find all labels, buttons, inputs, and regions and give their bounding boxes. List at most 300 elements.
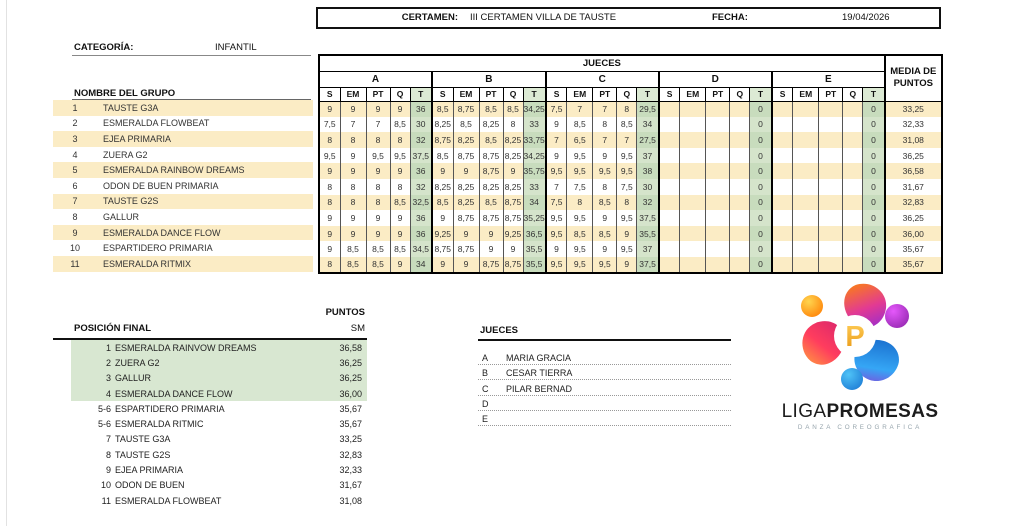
media-cell: 31,08	[885, 132, 942, 148]
score-cell	[793, 117, 819, 133]
total-cell: 33	[523, 117, 546, 133]
score-cell	[819, 195, 843, 211]
score-cell: 8,25	[432, 117, 453, 133]
total-cell: 0	[750, 241, 772, 257]
score-cell: 9	[546, 241, 567, 257]
score-cell: 8,75	[453, 148, 479, 164]
total-cell: 27,5	[637, 132, 659, 148]
score-cell: 8,25	[432, 179, 453, 195]
score-cell	[706, 148, 730, 164]
score-cell	[793, 210, 819, 226]
total-cell: 0	[750, 195, 772, 211]
score-cell	[659, 195, 680, 211]
score-cell	[730, 210, 750, 226]
score-cell	[659, 163, 680, 179]
score-cell: 8,25	[503, 148, 523, 164]
standing-row	[71, 401, 367, 416]
standing-position: 9	[105, 465, 111, 476]
total-cell: 33,75	[523, 132, 546, 148]
score-cell	[819, 148, 843, 164]
group-number: 5	[72, 165, 78, 176]
score-row	[319, 163, 942, 179]
score-cell	[793, 179, 819, 195]
score-cell	[706, 257, 730, 273]
spreadsheet-edge-line	[6, 0, 7, 526]
score-cell: 9	[366, 101, 390, 117]
judge-row	[478, 396, 731, 411]
standing-points: 36,25	[339, 357, 362, 368]
logo-dot-blue	[841, 368, 863, 390]
score-cell: 8,75	[432, 132, 453, 148]
score-cell: 9,25	[503, 226, 523, 242]
subcol-header: PT	[366, 87, 390, 101]
score-cell: 9	[340, 101, 366, 117]
score-cell: 9,25	[432, 226, 453, 242]
score-cell: 8,5	[390, 117, 410, 133]
score-cell: 9	[319, 163, 340, 179]
judge-letter-header: E	[772, 71, 885, 87]
total-cell: 35,5	[637, 226, 659, 242]
score-cell: 8,5	[593, 226, 617, 242]
logo-dot-purple	[885, 304, 909, 328]
standing-position: 1	[105, 342, 111, 353]
subcol-header: EM	[680, 87, 706, 101]
score-cell: 7	[567, 101, 593, 117]
score-cell: 9,5	[366, 148, 390, 164]
subcol-header: EM	[340, 87, 366, 101]
standing-position: 4	[105, 388, 111, 399]
group-number: 11	[70, 258, 80, 269]
total-cell: 37,5	[410, 148, 432, 164]
score-cell	[772, 241, 793, 257]
group-name: ESMERALDA RAINBOW DREAMS	[103, 165, 245, 176]
total-cell: 37	[637, 148, 659, 164]
score-cell: 9	[340, 148, 366, 164]
score-cell: 9,5	[567, 241, 593, 257]
standing-position: 3	[105, 373, 111, 384]
score-cell	[843, 257, 863, 273]
group-number: 8	[72, 211, 78, 222]
score-cell	[659, 101, 680, 117]
score-cell: 8	[319, 132, 340, 148]
total-cell: 29,5	[637, 101, 659, 117]
standing-position: 7	[105, 434, 111, 445]
total-cell: 37,5	[637, 257, 659, 273]
categoria-underline	[72, 55, 311, 56]
score-cell: 9	[432, 163, 453, 179]
score-cell: 9	[593, 241, 617, 257]
media-cell: 36,25	[885, 148, 942, 164]
subcol-header: PT	[706, 87, 730, 101]
standing-points: 33,25	[339, 434, 362, 445]
score-cell	[772, 163, 793, 179]
score-cell: 8	[567, 195, 593, 211]
nombre-del-grupo-header: NOMBRE DEL GRUPO	[74, 88, 176, 99]
scores-table	[318, 54, 943, 274]
score-cell: 8,75	[479, 163, 503, 179]
group-number: 9	[72, 227, 78, 238]
subcol-header: PT	[819, 87, 843, 101]
group-number: 7	[72, 196, 78, 207]
total-cell: 36,5	[523, 226, 546, 242]
score-cell	[706, 195, 730, 211]
score-cell	[706, 226, 730, 242]
score-row	[319, 101, 942, 117]
score-cell: 7,5	[546, 101, 567, 117]
total-cell: 0	[863, 226, 885, 242]
judge-row	[478, 411, 731, 426]
score-cell: 7,5	[567, 179, 593, 195]
score-cell: 9	[340, 210, 366, 226]
score-cell: 9	[432, 257, 453, 273]
standing-points: 32,33	[339, 465, 362, 476]
score-cell: 9,5	[546, 210, 567, 226]
logo-monogram: P	[845, 321, 865, 353]
score-cell: 9,5	[390, 148, 410, 164]
media-cell: 36,00	[885, 226, 942, 242]
group-row	[53, 162, 313, 178]
subcol-header: S	[319, 87, 340, 101]
score-cell	[819, 226, 843, 242]
posicion-final-label: POSICIÓN FINAL	[74, 323, 152, 334]
fecha-label: FECHA:	[712, 12, 748, 23]
group-number: 1	[72, 102, 78, 113]
judge-name: PILAR BERNAD	[506, 383, 573, 394]
score-cell: 9	[453, 257, 479, 273]
score-cell: 8	[319, 257, 340, 273]
group-row	[53, 240, 313, 256]
standing-points: 31,67	[339, 480, 362, 491]
total-cell: 35,75	[523, 163, 546, 179]
standing-name: EJEA PRIMARIA	[115, 465, 184, 476]
score-cell: 9	[479, 226, 503, 242]
score-cell	[819, 101, 843, 117]
score-cell: 8,5	[432, 101, 453, 117]
judge-letter: D	[482, 398, 489, 409]
group-row	[53, 256, 313, 272]
subcol-header: Q	[390, 87, 410, 101]
score-cell: 7	[617, 132, 637, 148]
judge-name: CESAR TIERRA	[506, 368, 573, 379]
total-cell: 37	[637, 241, 659, 257]
score-row	[319, 117, 942, 133]
subcol-header: PT	[593, 87, 617, 101]
media-cell: 33,25	[885, 101, 942, 117]
score-cell: 8	[390, 132, 410, 148]
total-cell: 32	[637, 195, 659, 211]
score-cell	[772, 195, 793, 211]
standing-points: 36,25	[339, 373, 362, 384]
score-cell	[680, 148, 706, 164]
total-cell: 0	[750, 226, 772, 242]
score-cell	[706, 101, 730, 117]
score-cell	[819, 117, 843, 133]
score-cell: 9	[340, 226, 366, 242]
total-cell: 0	[863, 257, 885, 273]
score-cell: 9,5	[617, 210, 637, 226]
score-cell: 9,5	[567, 257, 593, 273]
group-number: 3	[72, 133, 78, 144]
score-cell: 8,5	[432, 148, 453, 164]
score-cell: 9	[390, 226, 410, 242]
media-header: MEDIA DE PUNTOS	[885, 55, 942, 101]
score-cell	[819, 132, 843, 148]
score-cell: 7	[546, 132, 567, 148]
standing-name: TAUSTE G3A	[115, 434, 171, 445]
score-cell: 8	[390, 179, 410, 195]
score-cell: 8,5	[479, 195, 503, 211]
jueces-span-header: JUECES	[319, 55, 885, 71]
media-cell: 36,25	[885, 210, 942, 226]
logo-mark-icon	[770, 283, 950, 395]
score-cell	[706, 117, 730, 133]
standing-row	[71, 432, 367, 447]
group-number: 2	[72, 118, 78, 129]
jueces-underline	[478, 339, 731, 341]
categoria-value: INFANTIL	[215, 42, 257, 53]
score-cell: 8,75	[503, 195, 523, 211]
score-cell: 8,25	[503, 132, 523, 148]
judge-letter-header: A	[319, 71, 432, 87]
score-cell: 8,5	[390, 195, 410, 211]
certamen-box	[316, 7, 941, 29]
score-cell: 8,25	[503, 179, 523, 195]
standing-points: 35,67	[339, 419, 362, 430]
score-cell: 9,5	[546, 163, 567, 179]
score-cell: 8,25	[479, 179, 503, 195]
score-cell	[843, 101, 863, 117]
score-cell: 7	[340, 117, 366, 133]
score-cell: 6,5	[567, 132, 593, 148]
score-cell: 7,5	[546, 195, 567, 211]
score-cell	[772, 179, 793, 195]
score-cell: 9	[617, 257, 637, 273]
standing-points: 36,00	[339, 388, 362, 399]
score-cell: 8,75	[453, 101, 479, 117]
standing-position: 2	[105, 357, 111, 368]
standing-name: TAUSTE G2S	[115, 449, 171, 460]
score-cell	[843, 241, 863, 257]
judge-letter-header: C	[546, 71, 659, 87]
score-cell: 7,5	[319, 117, 340, 133]
media-cell: 35,67	[885, 241, 942, 257]
score-cell: 8	[593, 179, 617, 195]
score-cell: 9	[432, 210, 453, 226]
standing-name: ESMERALDA FLOWBEAT	[115, 495, 222, 506]
score-cell: 8,5	[366, 257, 390, 273]
score-cell	[680, 132, 706, 148]
score-cell	[730, 117, 750, 133]
score-cell: 7	[593, 101, 617, 117]
score-cell: 9,5	[617, 241, 637, 257]
score-cell: 7	[593, 132, 617, 148]
subcol-header: S	[432, 87, 453, 101]
judge-letter: E	[482, 413, 489, 424]
total-cell: 36	[410, 101, 432, 117]
fecha-value: 19/04/2026	[842, 12, 890, 23]
group-row	[53, 225, 313, 241]
score-cell	[659, 132, 680, 148]
score-row	[319, 195, 942, 211]
standing-row	[71, 478, 367, 493]
total-cell: 0	[863, 163, 885, 179]
total-cell: 36	[410, 163, 432, 179]
group-number: 6	[72, 180, 78, 191]
total-cell: 0	[750, 117, 772, 133]
score-row	[319, 132, 942, 148]
score-cell: 8,75	[503, 257, 523, 273]
total-cell: 0	[750, 163, 772, 179]
total-cell: 0	[750, 132, 772, 148]
score-cell	[730, 179, 750, 195]
score-cell: 8,25	[453, 195, 479, 211]
total-cell: 32	[410, 179, 432, 195]
score-cell	[793, 257, 819, 273]
total-cell: 0	[750, 210, 772, 226]
standing-name: GALLUR	[115, 373, 152, 384]
score-cell	[659, 210, 680, 226]
score-cell	[772, 210, 793, 226]
score-cell: 9,5	[567, 163, 593, 179]
standing-row	[71, 493, 367, 508]
group-name: TAUSTE G2S	[103, 196, 159, 207]
subcol-header: EM	[453, 87, 479, 101]
score-cell: 9	[366, 163, 390, 179]
score-cell	[843, 195, 863, 211]
score-cell	[843, 117, 863, 133]
score-cell	[659, 179, 680, 195]
score-cell	[843, 148, 863, 164]
score-cell	[680, 226, 706, 242]
group-name: ESMERALDA DANCE FLOW	[103, 227, 221, 238]
total-cell: 0	[863, 132, 885, 148]
score-cell	[706, 210, 730, 226]
subcol-header: T	[863, 87, 885, 101]
subcol-header: S	[772, 87, 793, 101]
standing-name: ESMERALDA DANCE FLOW	[115, 388, 233, 399]
score-cell: 7,5	[617, 179, 637, 195]
judge-name: MARIA GRACIA	[506, 353, 572, 364]
total-cell: 35,25	[523, 210, 546, 226]
standing-name: ESMERALDA RITMIC	[115, 419, 204, 430]
score-cell: 9	[390, 257, 410, 273]
total-cell: 35,5	[523, 241, 546, 257]
score-row	[319, 210, 942, 226]
standing-points: 32,83	[339, 449, 362, 460]
score-cell: 9	[617, 226, 637, 242]
logo-text	[770, 402, 950, 421]
total-cell: 0	[863, 148, 885, 164]
score-cell: 9	[479, 241, 503, 257]
group-number: 10	[69, 243, 80, 254]
score-cell: 8,25	[453, 132, 479, 148]
logo-liga-text: LIGA	[781, 401, 827, 422]
group-name: ESMERALDA RITMIX	[103, 258, 192, 269]
certamen-value: III CERTAMEN VILLA DE TAUSTE	[470, 12, 617, 23]
score-cell: 9	[503, 163, 523, 179]
score-cell	[680, 101, 706, 117]
total-cell: 0	[750, 257, 772, 273]
score-cell: 8	[319, 179, 340, 195]
standing-row	[71, 462, 367, 477]
group-row	[53, 178, 313, 194]
score-cell: 8,75	[453, 210, 479, 226]
score-cell	[772, 101, 793, 117]
score-cell	[680, 179, 706, 195]
total-cell: 34	[523, 195, 546, 211]
group-name: ODON DE BUEN PRIMARIA	[103, 180, 219, 191]
group-name: TAUSTE G3A	[103, 102, 159, 113]
total-cell: 0	[863, 101, 885, 117]
score-cell: 9	[366, 226, 390, 242]
standing-points: 35,67	[339, 403, 362, 414]
score-cell	[843, 179, 863, 195]
score-cell: 8,5	[479, 132, 503, 148]
score-cell: 9	[546, 148, 567, 164]
subcol-header: Q	[730, 87, 750, 101]
score-cell: 8	[617, 101, 637, 117]
score-row	[319, 148, 942, 164]
score-cell: 8,5	[366, 241, 390, 257]
total-cell: 0	[750, 148, 772, 164]
score-cell: 8,5	[593, 195, 617, 211]
score-row	[319, 179, 942, 195]
score-cell	[730, 226, 750, 242]
judge-letter: A	[482, 353, 489, 364]
score-cell	[680, 257, 706, 273]
score-cell: 8,75	[432, 241, 453, 257]
score-cell: 8	[366, 179, 390, 195]
categoria-label: CATEGORÍA:	[74, 42, 134, 53]
liga-promesas-logo	[770, 283, 950, 431]
score-cell	[730, 195, 750, 211]
total-cell: 34,25	[523, 148, 546, 164]
puntos-label: PUNTOS	[325, 307, 365, 318]
judge-letter: B	[482, 368, 489, 379]
score-cell	[680, 241, 706, 257]
score-cell: 8,5	[432, 195, 453, 211]
score-cell: 8,25	[479, 117, 503, 133]
score-cell	[706, 132, 730, 148]
score-cell: 8,75	[479, 148, 503, 164]
total-cell: 36	[410, 226, 432, 242]
score-cell: 9,5	[617, 163, 637, 179]
score-cell	[793, 148, 819, 164]
jueces-section-title: JUECES	[480, 325, 519, 336]
score-cell	[843, 210, 863, 226]
score-cell	[793, 132, 819, 148]
score-cell	[680, 210, 706, 226]
total-cell: 0	[863, 241, 885, 257]
group-name: ESPARTIDERO PRIMARIA	[103, 243, 213, 254]
score-cell	[819, 257, 843, 273]
subcol-header: T	[750, 87, 772, 101]
total-cell: 0	[863, 195, 885, 211]
score-cell: 8,5	[617, 117, 637, 133]
score-cell	[659, 117, 680, 133]
score-cell: 9	[453, 226, 479, 242]
group-row	[53, 209, 313, 225]
judges-list	[478, 350, 731, 426]
score-cell: 8	[366, 132, 390, 148]
score-cell	[793, 226, 819, 242]
total-cell: 30	[410, 117, 432, 133]
total-cell: 0	[863, 117, 885, 133]
judge-row	[478, 380, 731, 395]
subcol-header: Q	[503, 87, 523, 101]
subcol-header: EM	[567, 87, 593, 101]
standing-position: 11	[101, 495, 111, 506]
